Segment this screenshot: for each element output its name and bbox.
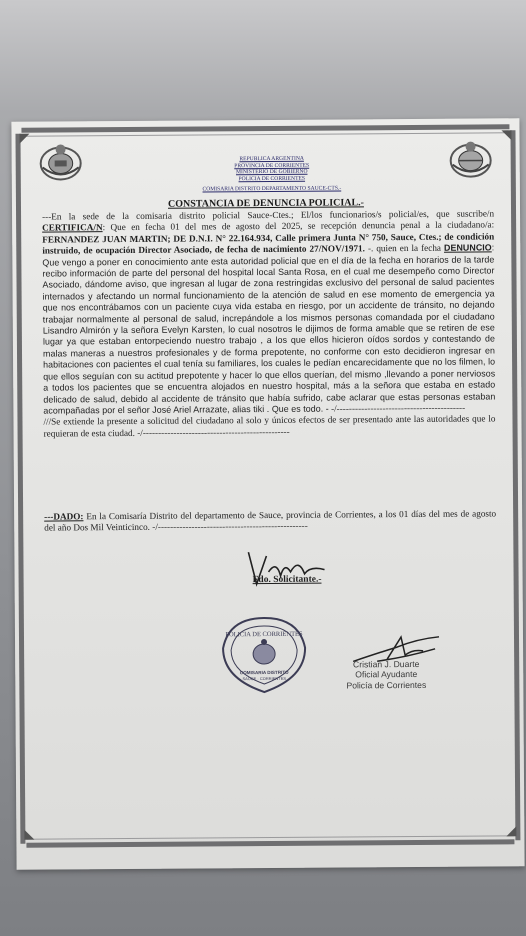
letterhead-line: REPUBLICA ARGENTINA (239, 155, 304, 163)
certifica-label: CERTIFICA/N (42, 222, 103, 233)
letterhead-line: POLICIA DE CORRIENTES (238, 175, 306, 182)
letterhead (162, 155, 382, 194)
connector-text: -. quien en la fecha (364, 242, 445, 254)
officer-block (331, 659, 441, 691)
certifica-text: : Que en fecha 01 del mes de agosto del 2025, se recepción denuncia penal a la ciudadano/a: (102, 219, 495, 233)
frame-corner-ornament (24, 830, 34, 840)
document-page (11, 118, 524, 870)
dado-paragraph (44, 508, 496, 534)
police-seal-stamp (217, 614, 312, 697)
signature-caption: Fdo. Solicitante.- (252, 574, 322, 586)
dado-text: En la Comisaría Distrito del departamento de Sauce, provincia de Corrientes, a los 01 días del mes de agosto del año Dos Mil Veinticinco. -/------------------------------------------------- (44, 508, 497, 533)
frame-corner-ornament (19, 134, 29, 144)
letterhead-line: PROVINCIA DE CORRIENTES (234, 162, 310, 169)
fill-dashes: -/------------------------------------------ (328, 402, 466, 414)
denuncio-label: DENUNCIO (443, 242, 492, 253)
svg-text:COMISARIA DISTRITO: COMISARIA DISTRITO (239, 669, 289, 676)
letterhead-comisaria: COMISARIA DISTRITO DEPARTAMENTO SAUCE-CTS.- (202, 185, 342, 193)
svg-text:POLICIA DE CORRIENTES: POLICIA DE CORRIENTES (225, 630, 303, 639)
certification-paragraph (42, 208, 496, 439)
frame-border-left (15, 134, 25, 844)
province-crest-icon (38, 141, 84, 181)
frame-border-top (21, 124, 509, 132)
frame-corner-ornament (506, 826, 516, 836)
frame-corner-ornament (501, 130, 511, 140)
frame-border-bottom (26, 839, 514, 847)
dado-label: ---DADO: (44, 511, 84, 522)
officer-name: Cristian J. Duarte (352, 658, 420, 670)
letterhead-line: MINISTERIO DE GOBIERNO (235, 168, 308, 176)
complaint-narrative: : Que vengo a poner en conocimiento ante esta autoridad policial que en el día de la fecha en horarios de la tarde recibo información de parte del personal del hospital local Santa Rosa, en el cual me desempeño como Director Asociado, dándome aviso, que ingresan al lugar de zona restringidas exclusivo del personal de salud pacientes internados y afectando un normal funcionamiento de la atención de salud en ese momento de emergencia ya que nos encontrábamos con un paciente cuya vida estaba en riesgo, por un accidente de tránsito, no dejando trabajar normalmente al personal de salud, increpándole a los mismos personas comandada por el ciudadano Lisandro Almirón y la señora Evelyn Karsten, lo cual nosotros le dijimos de forma amable que se retiren de ese lugar ya que estaban entorpeciendo nuestro trabajo , a los que ellos hicieron oídos sordos y contestando de malas maneras a nuestros profesionales y de forma prepotente, no conforme con esto decidieron ingresar en habitaciones con pacientes el cual tenía su familiares, los cuales le pedían encarecidamente que no los filmen, lo que ellos seguían con su actitud prepotente y hacer lo que ellos querían, del mismo ,llevando a poner nerviosos a todos los pacientes que se encuentra alojados en nuestro hospital, más a la señora que estaba en estado delicado de salud, debido al accidente de tránsito que había sufrido, cabe aclarar que estas personas estaban acompañadas por el señor José Ariel Arrazate, alias tiki . Que es todo. - (42, 242, 496, 416)
officer-org: Policía de Corrientes (346, 679, 427, 691)
intro-text: ---En la sede de la comisaria distrito policial Sauce-Ctes.; El/los funcionarios/s policial/es, que suscribe/n (42, 208, 495, 222)
national-crest-icon (448, 138, 494, 178)
officer-rank: Oficial Ayudante (355, 669, 418, 680)
svg-text:SAUCE · CORRIENTES: SAUCE · CORRIENTES (242, 675, 287, 682)
frame-border-right (510, 130, 520, 840)
document-title: CONSTANCIA DE DENUNCIA POLICIAL.- (167, 197, 364, 210)
complainant-details: FERNANDEZ JUAN MARTIN; DE D.N.I. N° 22.164.934, Calle primera Junta N° 750, Sauce, Ctes.; de condición instruido, de ocupación Director Asociado, de fecha de nacimiento 27/NOV/1971. (42, 231, 495, 256)
purpose-paragraph: ///Se extiende la presente a solicitud del ciudadano al solo y únicos efectos de ser presentado ante las autoridades que lo requieran de esta ciudad. -/------------------------------------------------ (43, 413, 496, 439)
